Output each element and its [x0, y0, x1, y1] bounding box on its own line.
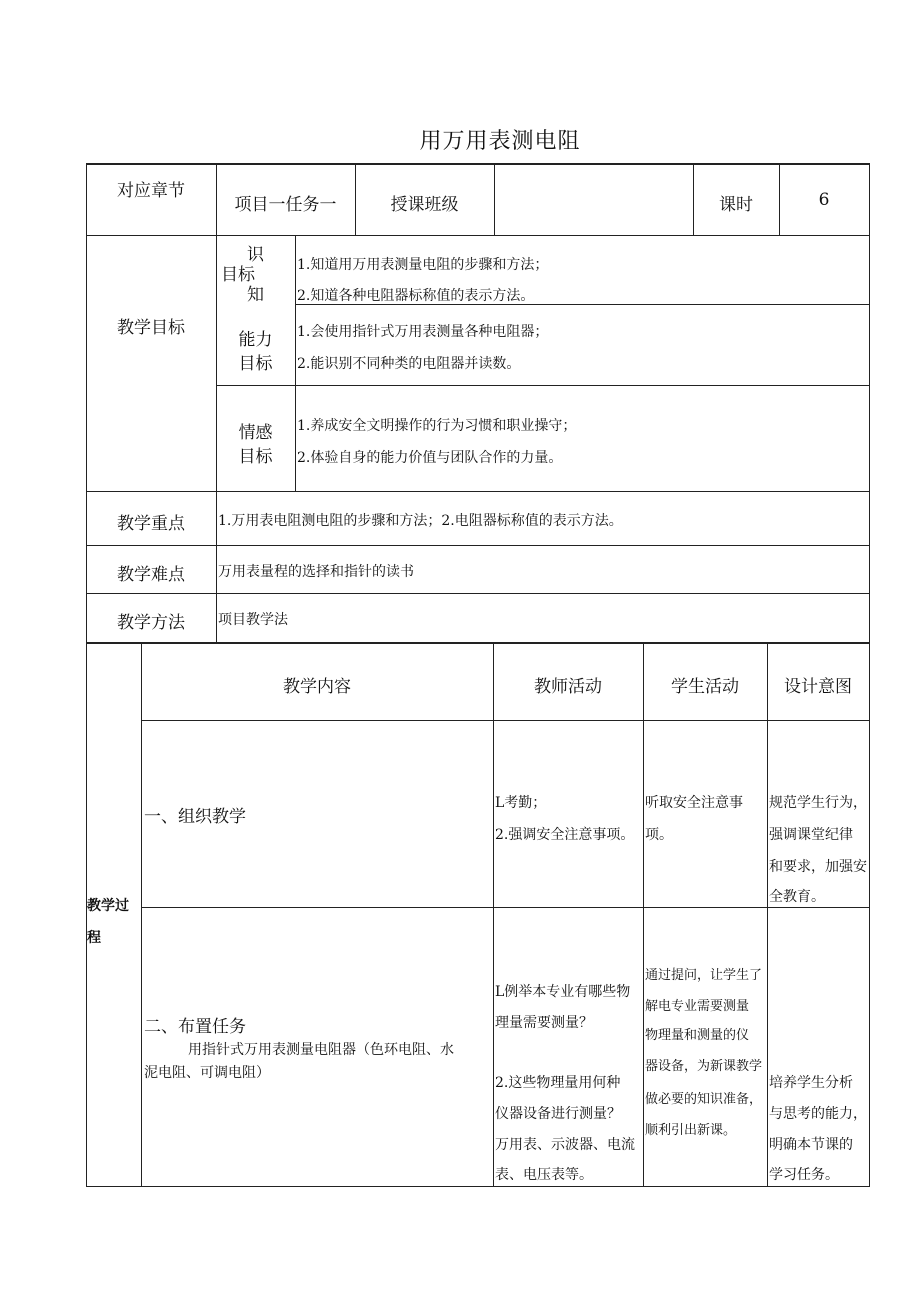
- process-label-b: 程: [87, 930, 101, 946]
- header-intent: 设计意图: [784, 677, 852, 697]
- row2-intent-4: 学习任务。: [769, 1167, 839, 1183]
- row2-student-1: 通过提问，让学生了: [645, 968, 763, 983]
- header-teacher: 教师活动: [534, 677, 602, 697]
- row1-intent-1: 规范学生行为，: [769, 795, 867, 811]
- row1-teacher-2: 2.强调安全注意事项。: [495, 827, 635, 843]
- emotion-label-a: 情感: [238, 423, 273, 443]
- hours-value: 6: [818, 190, 830, 210]
- knowledge-line-1: 1.知道用万用表测量电阻的步骤和方法；: [297, 257, 549, 273]
- difficulties-value: 万用表量程的选择和指针的读书: [218, 564, 414, 580]
- row1-intent-4: 全教育。: [769, 889, 825, 905]
- chapter-label: 对应章节: [117, 181, 185, 201]
- header-student: 学生活动: [671, 677, 739, 697]
- row2-teacher-6: 表、电压表等。: [495, 1167, 593, 1183]
- emotion-line-2: 2.体验自身的能力价值与团队合作的力量。: [297, 450, 563, 466]
- row1-teacher-1: L考勤；: [495, 795, 547, 811]
- knowledge-line-2: 2.知道各种电阻器标称值的表示方法。: [297, 288, 535, 304]
- row1-intent-2: 强调课堂纪律: [769, 827, 853, 843]
- difficulties-label: 教学难点: [117, 565, 185, 585]
- page-title: 用万用表测电阻: [419, 129, 581, 154]
- methods-value: 项目教学法: [218, 612, 288, 628]
- row2-teacher-1: L例举本专业有哪些物: [495, 984, 631, 1000]
- row2-teacher-3: 2.这些物理量用何种: [495, 1075, 621, 1091]
- ability-line-1: 1.会使用指针式万用表测量各种电阻器；: [297, 324, 549, 340]
- row1-intent-3: 和要求，加强安: [769, 859, 867, 875]
- row2-student-5: 做必要的知识准备，: [645, 1092, 763, 1107]
- row2-teacher-5: 万用表、示波器、电流: [495, 1137, 635, 1153]
- process-label-a: 教学过: [87, 898, 129, 914]
- row2-content-title: 二、布置任务: [144, 1017, 246, 1037]
- chapter-value: 项目一任务一: [234, 195, 337, 215]
- objectives-label: 教学目标: [117, 318, 185, 338]
- row2-student-3: 物理量和测量的仪: [645, 1028, 750, 1043]
- row2-content-line-2: 泥电阻、可调电阻）: [144, 1065, 270, 1081]
- row1-content: 一、组织教学: [144, 807, 246, 827]
- row2-content-line-1: 用指针式万用表测量电阻器（色环电阻、水: [188, 1042, 454, 1058]
- header-content: 教学内容: [283, 677, 351, 697]
- row2-student-6: 顺利引出新课。: [645, 1123, 737, 1138]
- row2-intent-1: 培养学生分析: [769, 1075, 853, 1091]
- hours-label: 课时: [719, 195, 753, 215]
- class-label: 授课班级: [390, 195, 459, 215]
- ability-line-2: 2.能识别不同种类的电阻器并读数。: [297, 356, 521, 372]
- knowledge-label-c: 知: [247, 285, 264, 305]
- row2-intent-3: 明确本节课的: [769, 1137, 853, 1153]
- row2-student-4: 器设备，为新课教学: [645, 1059, 763, 1074]
- row2-intent-2: 与思考的能力，: [769, 1106, 867, 1122]
- ability-label-a: 能力: [238, 330, 273, 350]
- knowledge-label-b: 目标: [221, 265, 255, 285]
- emotion-label-b: 目标: [238, 447, 273, 467]
- row1-student-1: 听取安全注意事: [645, 795, 743, 811]
- ability-label-b: 目标: [238, 354, 273, 374]
- row1-student-2: 项。: [645, 827, 673, 843]
- row2-teacher-2: 理量需要测量？: [495, 1015, 593, 1031]
- key-points-label: 教学重点: [117, 514, 185, 534]
- methods-label: 教学方法: [117, 613, 185, 633]
- key-points-value: 1.万用表电阻测电阻的步骤和方法；2.电阻器标称值的表示方法。: [218, 513, 623, 529]
- row2-student-2: 解电专业需要测量: [645, 999, 750, 1014]
- knowledge-label-a: 识: [247, 245, 264, 265]
- row2-teacher-4: 仪器设备进行测量？: [495, 1106, 621, 1122]
- emotion-line-1: 1.养成安全文明操作的行为习惯和职业操守；: [297, 418, 577, 434]
